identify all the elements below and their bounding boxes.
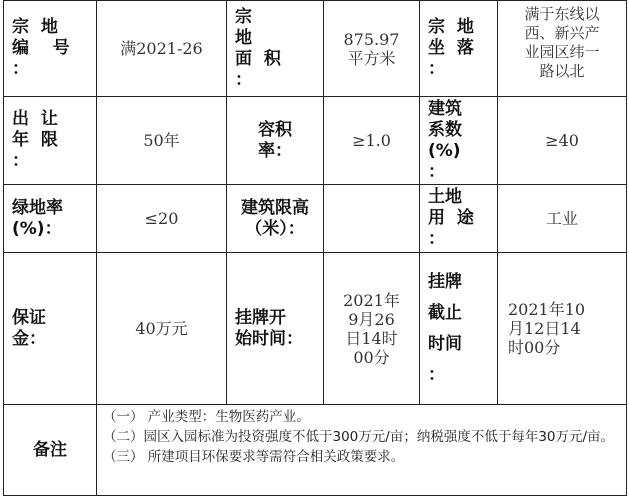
height-limit-value [324, 185, 420, 253]
transfer-term-label: 出 让 年 限 ： [4, 97, 97, 185]
parcel-number-value: 满2021-26 [97, 1, 227, 97]
height-limit-label: 建筑限高 （米）： [227, 185, 324, 253]
table-row [4, 97, 627, 185]
note-line-2: （二）园区入园标准为投资强度不低于300万元/亩；纳税强度不低于每年30万元/亩。 [103, 429, 615, 445]
deposit-value: 40万元 [97, 253, 227, 405]
parcel-location-value: 满于东线以 西、新兴产 业园区纬一 路以北 [498, 1, 627, 97]
notes-content [97, 405, 627, 496]
building-density-value: ≥40 [498, 97, 627, 185]
notes-label: 备注 [4, 405, 97, 496]
land-use-label: 土地 用 途 ： [420, 185, 498, 253]
listing-start-value: 2021年 9月26 日14时 00分 [324, 253, 420, 405]
floor-area-ratio-value: ≥1.0 [324, 97, 420, 185]
land-parcel-table [3, 0, 627, 496]
note-line-3: （三） 所建项目环保要求等需符合相关政策要求。 [103, 449, 405, 465]
listing-end-label: 挂牌 截止 时间 ： [420, 253, 498, 405]
land-parcel-info-sheet [3, 0, 626, 495]
table-row [4, 185, 627, 253]
parcel-number-label: 宗 地 编 号 ： [4, 1, 97, 97]
green-ratio-value: ≤20 [97, 185, 227, 253]
table-row [4, 1, 627, 97]
deposit-label: 保证 金： [4, 253, 97, 405]
parcel-location-label: 宗 地 坐 落 ： [420, 1, 498, 97]
listing-start-label: 挂牌开 始时间： [227, 253, 324, 405]
building-density-label: 建筑 系数 (%) ： [420, 97, 498, 185]
listing-end-value: 2021年10 月12日14 时00分 [498, 253, 627, 405]
land-use-value: 工业 [498, 185, 627, 253]
floor-area-ratio-label: 容积 率： [227, 97, 324, 185]
note-line-1: （一） 产业类型：生物医药产业。 [103, 409, 310, 425]
parcel-area-label: 宗 地 面 积 ： [227, 1, 324, 97]
transfer-term-value: 50年 [97, 97, 227, 185]
table-row [4, 253, 627, 405]
parcel-area-value: 875.97 平方米 [324, 1, 420, 97]
table-row [4, 405, 627, 496]
green-ratio-label: 绿地率 (%)： [4, 185, 97, 253]
